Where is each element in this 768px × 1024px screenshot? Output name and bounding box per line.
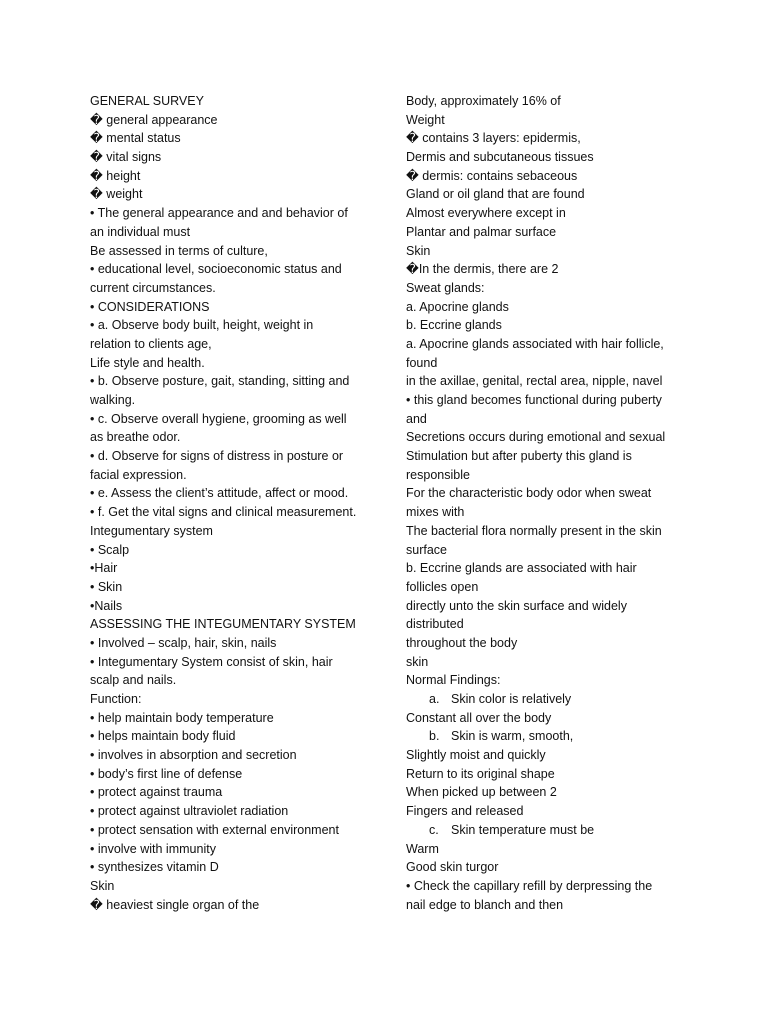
text-line (406, 578, 706, 597)
line-text: current circumstances. (90, 280, 216, 295)
line-text: a. Apocrine glands associated with hair follicle, (406, 336, 664, 351)
line-text: Warm (406, 841, 439, 856)
line-text: walking. (90, 393, 136, 407)
line-text: • CONSIDERATIONS (90, 299, 210, 314)
line-text: responsible (406, 467, 470, 482)
line-text: � contains 3 layers: epidermis, (406, 131, 581, 146)
text-line (90, 260, 390, 279)
text-line (406, 653, 706, 672)
text-line (406, 204, 706, 223)
list-marker: c. (429, 822, 439, 837)
line-text: • a. Observe body built, height, weight in (90, 318, 314, 333)
line-text: throughout the body (406, 635, 518, 650)
line-text: Plantar and palmar surface (406, 224, 557, 239)
line-text: � dermis: contains sebaceous (406, 168, 578, 183)
line-text: � weight (90, 187, 143, 202)
text-line (406, 428, 706, 447)
line-text: mixes with (406, 505, 465, 520)
line-text: For the characteristic body odor when sweat (406, 486, 652, 501)
text-line (90, 896, 390, 915)
line-text: in the axillae, genital, rectal area, nipple, navel (406, 374, 663, 389)
line-text: • Scalp (90, 542, 130, 557)
line-text: skin (406, 654, 429, 669)
line-text: an individual must (90, 224, 191, 239)
line-text: relation to clients age, (90, 336, 212, 351)
line-text: • body’s first line of defense (90, 766, 243, 781)
left-column (90, 92, 390, 914)
text-line (90, 578, 390, 597)
line-text: •Hair (90, 561, 118, 576)
line-text: Good skin turgor (406, 860, 499, 875)
text-line (90, 840, 390, 859)
text-line (406, 802, 706, 821)
line-text: � general appearance (90, 112, 218, 127)
text-line (406, 316, 706, 335)
text-line (406, 335, 706, 354)
line-text: ASSESSING THE INTEGUMENTARY SYSTEM (90, 617, 356, 632)
line-text: facial expression. (90, 467, 187, 482)
line-text: Fingers and released (406, 804, 524, 819)
line-text: Skin temperature must be (451, 822, 595, 837)
text-line (90, 335, 390, 354)
text-line (406, 746, 706, 765)
text-line (90, 653, 390, 672)
line-text: a. Apocrine glands (406, 299, 509, 314)
line-text: � vital signs (90, 150, 162, 165)
text-line (90, 671, 390, 690)
line-text: nail edge to blanch and then (406, 897, 564, 912)
text-line (90, 428, 390, 447)
line-text: Return to its original shape (406, 766, 555, 781)
line-text: • f. Get the vital signs and clinical measurement. (90, 505, 357, 520)
text-line (90, 858, 390, 877)
text-line (90, 242, 390, 261)
text-line (90, 167, 390, 186)
text-line (406, 541, 706, 560)
text-line (406, 111, 706, 130)
text-line (406, 466, 706, 485)
line-text: • d. Observe for signs of distress in posture or (90, 449, 344, 464)
text-line (406, 503, 706, 522)
text-line (406, 223, 706, 242)
text-line (406, 727, 706, 746)
text-line (406, 559, 706, 578)
line-text: Constant all over the body (406, 710, 552, 725)
text-line (90, 298, 390, 317)
line-text: follicles open (406, 579, 479, 594)
text-line (90, 541, 390, 560)
text-line (90, 447, 390, 466)
text-line (90, 727, 390, 746)
text-line (90, 204, 390, 223)
text-line (406, 354, 706, 373)
line-text: When picked up between 2 (406, 785, 557, 800)
line-text: The bacterial flora normally present in the skin (406, 523, 662, 538)
text-line (90, 223, 390, 242)
text-line (90, 615, 390, 634)
text-line (90, 559, 390, 578)
text-line (406, 765, 706, 784)
line-text: • synthesizes vitamin D (90, 860, 219, 875)
line-text: Function: (90, 692, 142, 706)
line-text: Normal Findings: (406, 673, 501, 688)
line-text: Gland or oil gland that are found (406, 187, 585, 202)
line-text: Body, approximately 16% of (406, 94, 561, 108)
text-line (90, 185, 390, 204)
line-text: Weight (406, 112, 445, 127)
text-line (406, 858, 706, 877)
line-text: • Integumentary System consist of skin, hair (90, 654, 333, 669)
text-line (406, 92, 706, 111)
line-text: scalp and nails. (90, 673, 177, 688)
text-line (90, 148, 390, 167)
text-line (90, 410, 390, 429)
line-text: as breathe odor. (90, 430, 181, 445)
line-text: • b. Observe posture, gait, standing, sitting and (90, 374, 350, 389)
line-text: • Check the capillary refill by derpressing the (406, 878, 653, 893)
line-text: Slightly moist and quickly (406, 748, 546, 763)
line-text: • The general appearance and and behavior of (90, 206, 348, 221)
text-line (90, 129, 390, 148)
text-line (90, 690, 390, 709)
line-text: �In the dermis, there are 2 (406, 262, 559, 277)
line-text: • this gland becomes functional during puberty (406, 393, 662, 407)
line-text: • c. Observe overall hygiene, grooming as well (90, 411, 347, 426)
text-line (406, 484, 706, 503)
line-text: distributed (406, 617, 464, 632)
line-text: Skin is warm, smooth, (451, 729, 574, 744)
text-line (90, 783, 390, 802)
text-line (406, 372, 706, 391)
line-text: • help maintain body temperature (90, 710, 274, 725)
line-text: • protect against ultraviolet radiation (90, 804, 289, 819)
text-line (90, 877, 390, 896)
text-line (406, 783, 706, 802)
line-text: Life style and health. (90, 355, 205, 370)
text-line (90, 484, 390, 503)
text-line (406, 148, 706, 167)
text-line (406, 690, 706, 709)
line-text: Be assessed in terms of culture, (90, 243, 268, 258)
text-line (406, 597, 706, 616)
text-line (90, 597, 390, 616)
line-text: Sweat glands: (406, 280, 485, 295)
text-line (406, 185, 706, 204)
text-line (406, 709, 706, 728)
line-text: � heaviest single organ of the (90, 897, 260, 912)
text-line (406, 242, 706, 261)
text-line (406, 298, 706, 317)
text-line (90, 372, 390, 391)
text-line (90, 354, 390, 373)
line-text: Almost everywhere except in (406, 206, 566, 221)
text-line (406, 410, 706, 429)
line-text: b. Eccrine glands are associated with hair (406, 561, 637, 576)
line-text: Integumentary system (90, 523, 213, 538)
text-line (406, 877, 706, 896)
text-line (406, 840, 706, 859)
line-text: and (406, 411, 427, 426)
list-marker: b. (429, 729, 440, 744)
line-text: • involves in absorption and secretion (90, 748, 297, 763)
line-text: • e. Assess the client’s attitude, affect or mood. (90, 486, 349, 501)
text-line (90, 316, 390, 335)
text-line (90, 111, 390, 130)
line-text: Stimulation but after puberty this gland is (406, 449, 632, 464)
line-text: GENERAL SURVEY (90, 94, 204, 108)
line-text: • educational level, socioeconomic status and (90, 262, 342, 277)
text-line (406, 522, 706, 541)
right-column (406, 92, 706, 914)
text-line (90, 765, 390, 784)
text-line (406, 671, 706, 690)
text-line (406, 896, 706, 915)
text-line (406, 279, 706, 298)
text-line (90, 466, 390, 485)
line-text: Skin color is relatively (451, 692, 572, 706)
text-line (406, 821, 706, 840)
line-text: � height (90, 168, 141, 183)
text-line (90, 391, 390, 410)
line-text: � mental status (90, 131, 181, 146)
text-line (406, 634, 706, 653)
line-text: b. Eccrine glands (406, 318, 502, 333)
text-line (90, 802, 390, 821)
line-text: Dermis and subcutaneous tissues (406, 150, 594, 165)
line-text: • helps maintain body fluid (90, 729, 236, 744)
text-line (90, 746, 390, 765)
line-text: • Skin (90, 579, 123, 594)
line-text: Skin (90, 878, 115, 893)
line-text: surface (406, 542, 447, 557)
text-line (406, 167, 706, 186)
line-text: • involve with immunity (90, 841, 216, 856)
line-text: • protect sensation with external environment (90, 822, 339, 837)
text-line (90, 709, 390, 728)
text-line (90, 503, 390, 522)
line-text: Skin (406, 243, 431, 258)
text-line (90, 522, 390, 541)
line-text: found (406, 355, 438, 370)
line-text: • protect against trauma (90, 785, 223, 800)
text-line (406, 129, 706, 148)
text-line (90, 279, 390, 298)
text-line (90, 634, 390, 653)
text-line (406, 447, 706, 466)
list-marker: a. (429, 692, 440, 706)
text-line (90, 821, 390, 840)
text-line (406, 391, 706, 410)
line-text: directly unto the skin surface and widely (406, 598, 627, 613)
line-text: •Nails (90, 598, 123, 613)
line-text: Secretions occurs during emotional and sexual (406, 430, 666, 445)
text-line (406, 615, 706, 634)
text-line (406, 260, 706, 279)
line-text: • Involved – scalp, hair, skin, nails (90, 635, 277, 650)
text-line (90, 92, 390, 111)
